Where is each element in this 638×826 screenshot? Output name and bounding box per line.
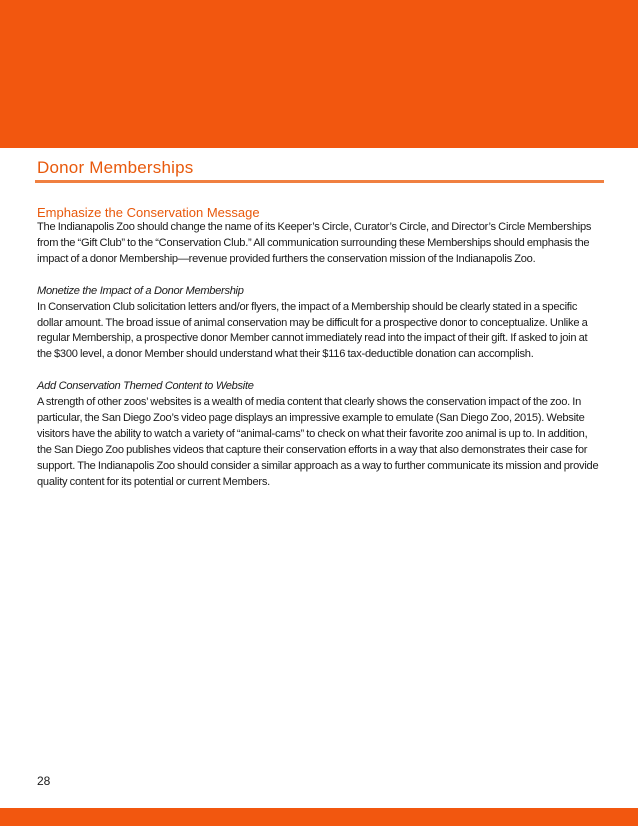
document-body [37,205,603,491]
paragraph-monetize-impact: In Conservation Club solicitation letters and/or flyers, the impact of a Membership should be clearly stated in a specific dollar amount. The broad issue of animal conservation may be difficult for a prospective donor to conceptualize. Unlike a regular Membership, a prospective donor Member cannot immediately read into the impact of their gift. If asked to join at the $300 level, a donor Member should understand what their $116 tax-deductible donation can accomplish. [37,300,588,361]
page-number: 28 [37,774,51,788]
heading-website-content: Add Conservation Themed Content to Website [37,380,254,393]
paragraph-conservation-message: The Indianapolis Zoo should change the name of its Keeper’s Circle, Curator’s Circle, and Director’s Circle Memberships from the “Gift Club” to the “Conservation Club.” All communication surrounding these Memberships should emphasis the impact of a donor Membership—revenue provided furthers the conservation mission of the Indianapolis Zoo. [37,221,592,265]
footer-band [0,808,638,826]
header-band [0,0,638,148]
paragraph-website-content: A strength of other zoos’ websites is a wealth of media content that clearly shows the conservation impact of the zoo. In particular, the San Diego Zoo’s video page displays an impressive example to emulate (San Diego Zoo, 2015). Website visitors have the ability to watch a variety of “animal-cams” to check on what their favorite zoo animal is up to. In addition, the San Diego Zoo publishes videos that capture their conservation efforts in a way that also demonstrates their case for support. The Indianapolis Zoo should consider a similar approach as a way to further communicate its mission and provide quality content for its potential or current Members. [37,396,599,488]
title-divider [35,180,604,183]
subheading-conservation-message: Emphasize the Conservation Message [37,205,260,220]
heading-monetize-impact: Monetize the Impact of a Donor Membership [37,284,244,297]
section-title: Donor Memberships [37,158,194,177]
